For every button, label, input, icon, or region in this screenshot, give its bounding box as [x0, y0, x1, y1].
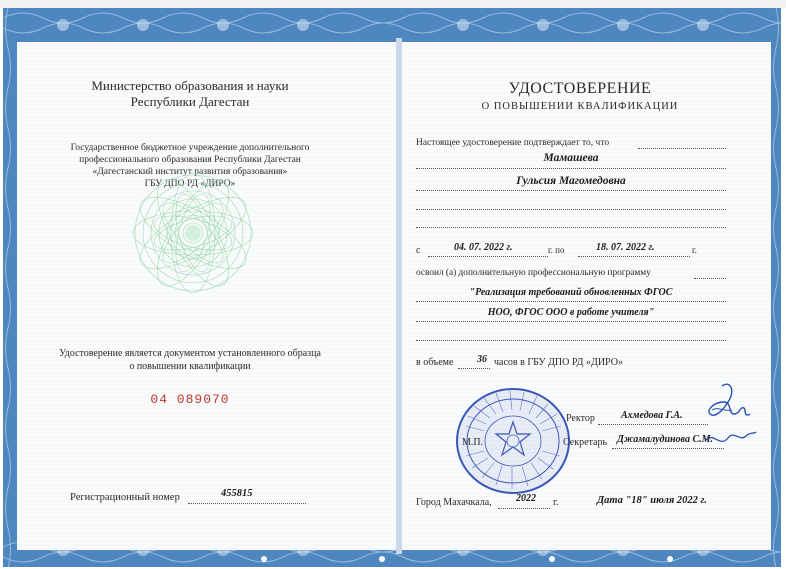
- blank-line-2: [416, 227, 726, 228]
- volume-line: [458, 368, 490, 369]
- institution-line-1: Государственное бюджетное учреждение дополнительного: [70, 143, 310, 153]
- issue-date: Дата "18" июля 2022 г.: [597, 495, 707, 506]
- punch-hole: [379, 556, 385, 562]
- date-to-suffix: г.: [692, 245, 697, 255]
- city-year-line: [498, 508, 550, 509]
- date-from-label: с: [416, 245, 421, 256]
- secretary-signature: [702, 422, 758, 452]
- secretary-label: Секретарь: [563, 437, 608, 448]
- rector-label: Ректор: [566, 413, 595, 424]
- rector-name: Ахмедова Г.А.: [621, 410, 683, 421]
- volume-label: в объеме: [416, 357, 454, 368]
- date-to: 18. 07. 2022 г.: [596, 242, 655, 253]
- date-from: 04. 07. 2022 г.: [454, 242, 513, 253]
- volume-hours: 36: [477, 354, 487, 365]
- recipient-given-names: Гульсия Магомедовна: [516, 175, 626, 187]
- screen-top-bar: [0, 0, 786, 8]
- blank-line-1: [416, 209, 726, 210]
- program-intro-line: [694, 278, 726, 279]
- volume-suffix: часов в ГБУ ДПО РД «ДИРО»: [494, 357, 623, 368]
- given-names-line: [416, 190, 726, 191]
- document-note-line-2: о повышении квалификации: [129, 361, 251, 372]
- seal-place-label: М.П.: [462, 437, 484, 448]
- left-page: [17, 42, 396, 550]
- recipient-surname: Мамашева: [543, 152, 599, 164]
- program-line-2: НОО, ФГОС ООО в работе учителя": [487, 307, 655, 318]
- serial-number: 04 089070: [150, 392, 230, 407]
- secretary-name: Джамалудинова С.М.: [617, 434, 714, 445]
- surname-line: [416, 168, 726, 169]
- guilloche-rosette: [130, 170, 256, 296]
- city-year-suffix: г.: [553, 497, 559, 508]
- program-intro: освоил (а) дополнительную профессиональную программу: [416, 268, 651, 278]
- institution-line-2: профессионального образования Республики Дагестан: [79, 155, 301, 165]
- certificate-title: УДОСТОВЕРЕНИЕ: [508, 80, 652, 97]
- punch-hole: [261, 556, 267, 562]
- date-to-label: г. по: [548, 245, 565, 255]
- document-note-line-1: Удостоверение является документом установленного образца: [59, 348, 321, 359]
- punch-hole: [667, 556, 673, 562]
- institution-line-3: «Дагестанский институт развития образования»: [92, 167, 288, 177]
- program-line-1: "Реализация требований обновленных ФГОС: [469, 287, 673, 298]
- date-to-line: [578, 256, 690, 257]
- institution-line-4: ГБУ ДПО РД «ДИРО»: [144, 179, 236, 189]
- registration-label: Регистрационный номер: [70, 492, 180, 503]
- confirms-text: Настоящее удостоверение подтверждает то, что: [416, 138, 610, 148]
- ministry-line-2: Республики Дагестан: [130, 94, 250, 109]
- ministry-line-1: Министерство образования и науки: [91, 78, 289, 93]
- program-line-1-rule: [416, 301, 726, 302]
- confirms-line: [638, 148, 726, 149]
- city-year: 2022: [516, 493, 536, 504]
- punch-hole: [549, 556, 555, 562]
- registration-line: [188, 503, 306, 504]
- blank-line-3: [416, 340, 726, 341]
- date-from-line: [428, 256, 548, 257]
- registration-number: 455815: [221, 488, 253, 499]
- city-label: Город Махачкала,: [416, 497, 492, 508]
- certificate-subtitle: О ПОВЫШЕНИИ КВАЛИФИКАЦИИ: [481, 101, 679, 112]
- program-line-2-rule: [416, 321, 726, 322]
